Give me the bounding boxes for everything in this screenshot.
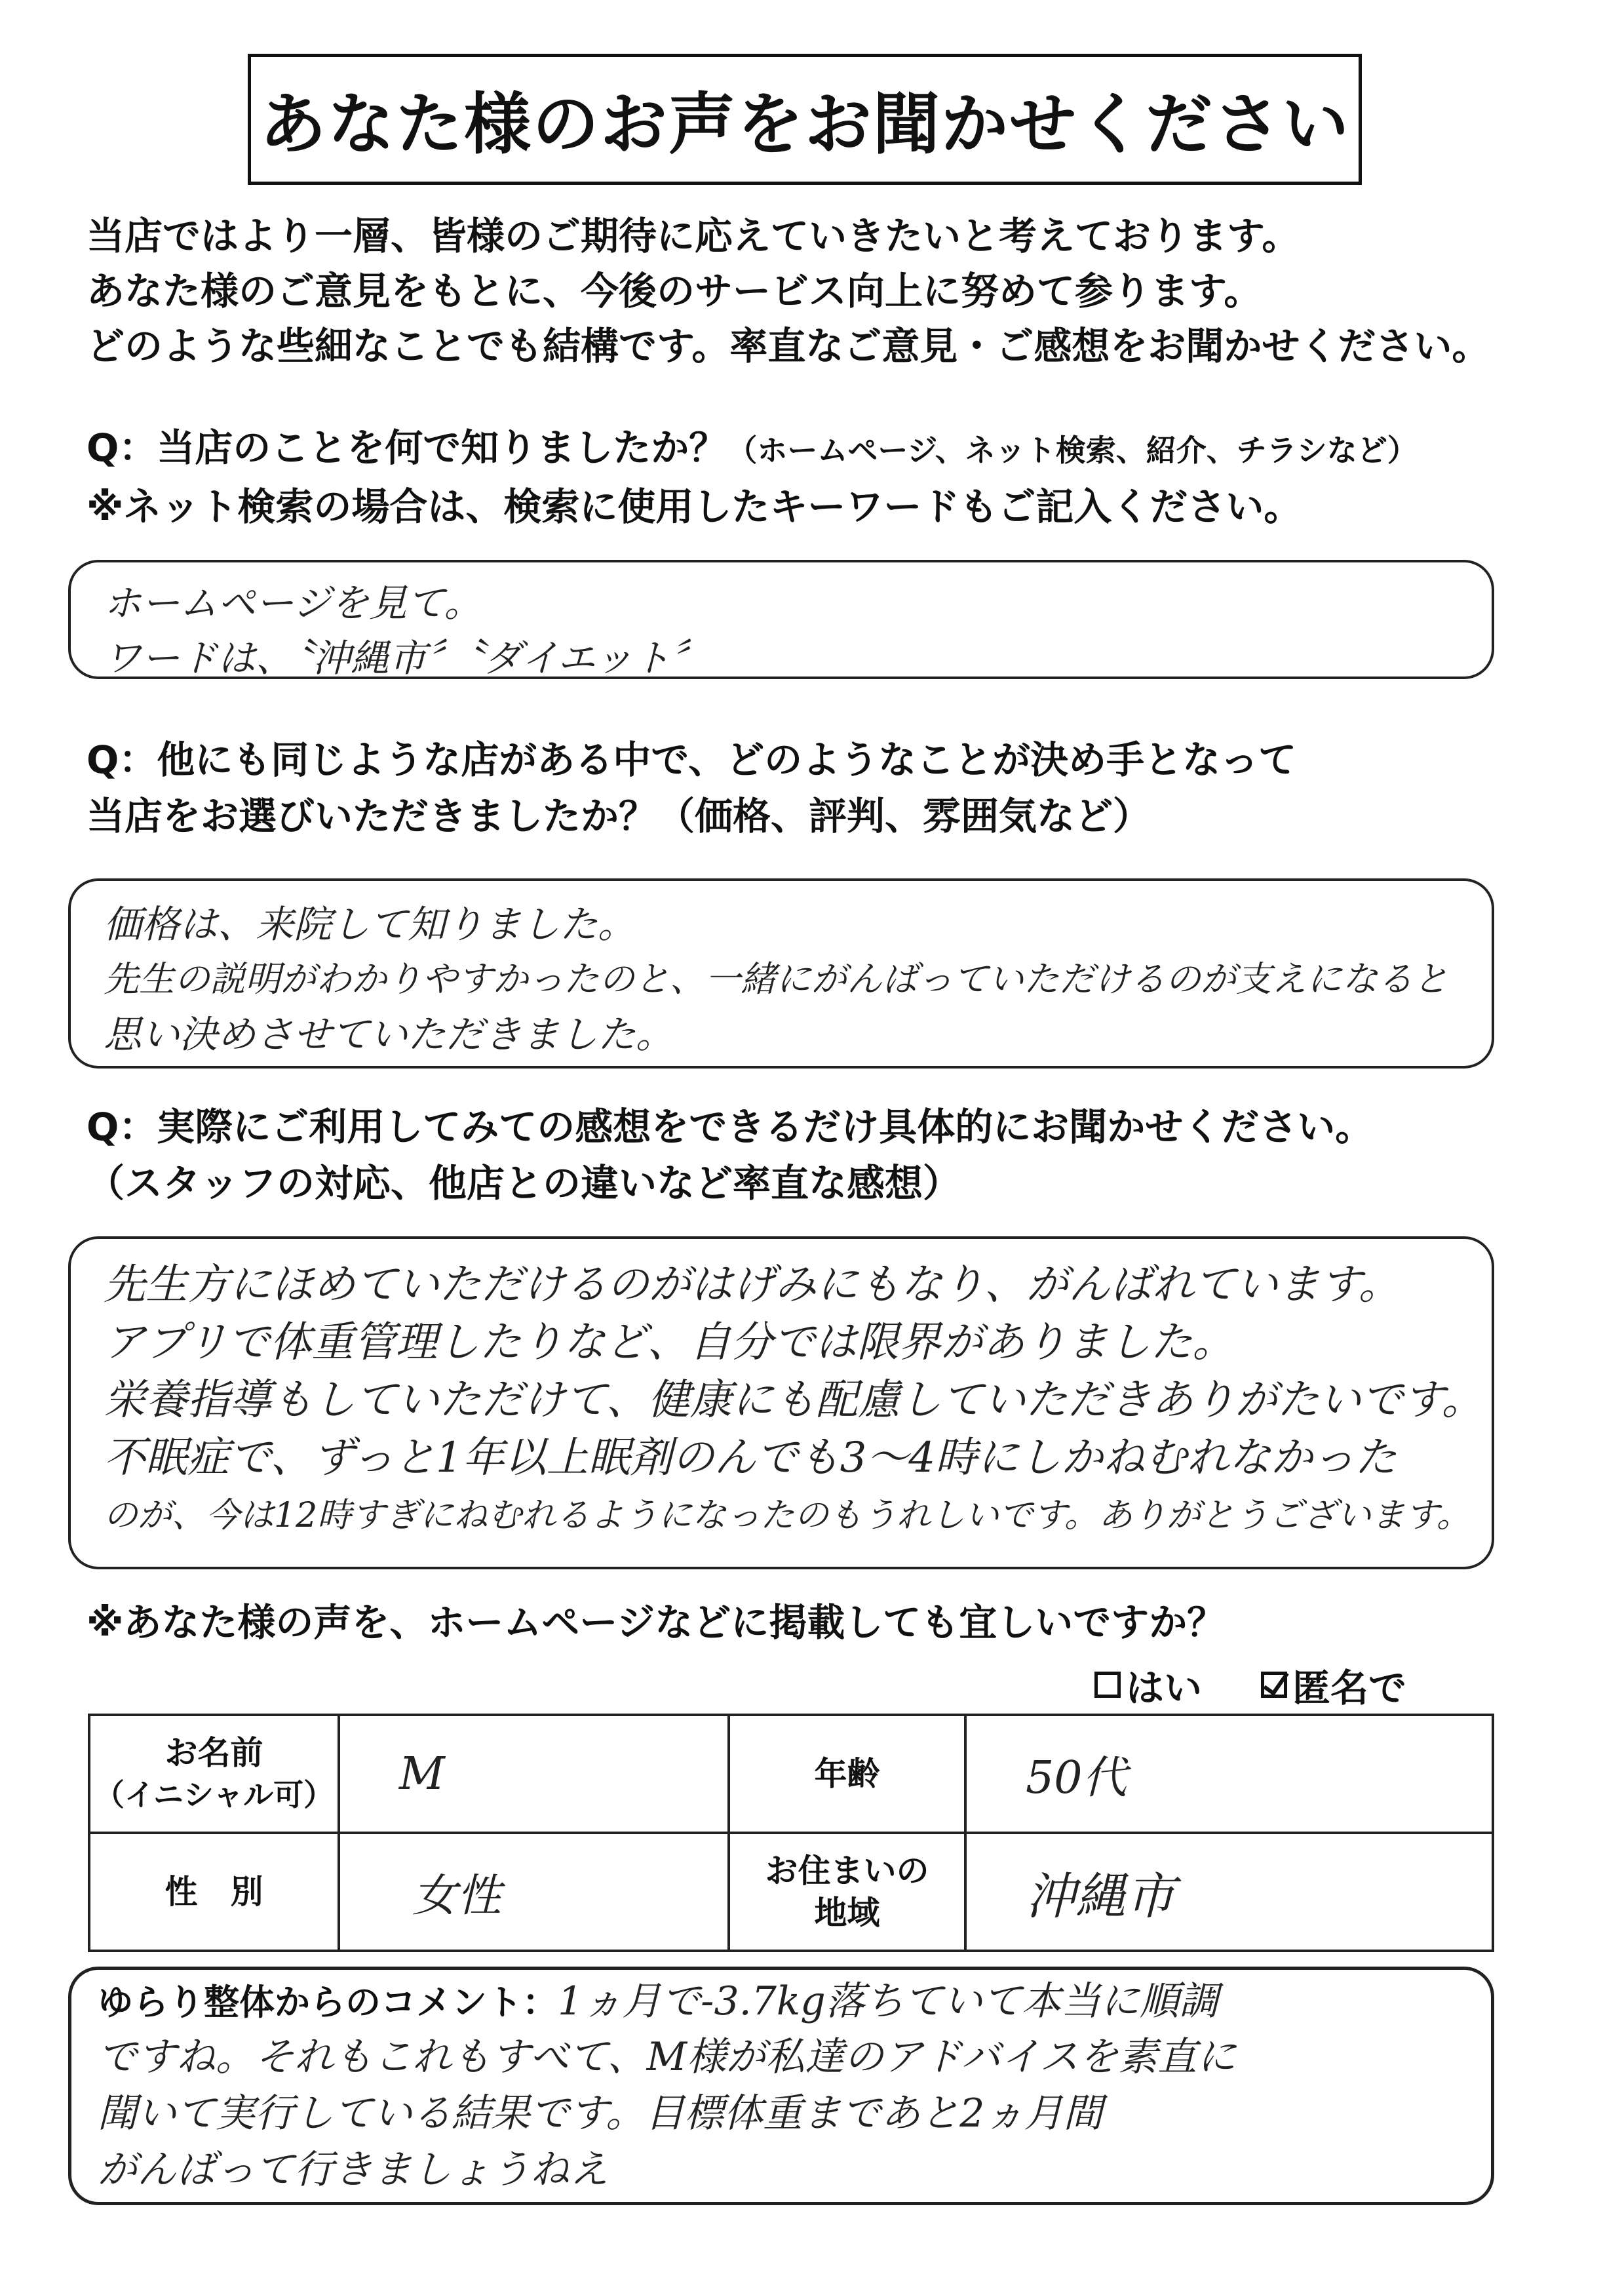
option-yes[interactable] — [1094, 1657, 1202, 1712]
customer-info-table — [88, 1714, 1494, 1952]
consent-options — [1094, 1657, 1406, 1712]
answer-3-line: 栄養指導もしていただけて、健康にも配慮していただきありがたいです。 — [104, 1376, 1484, 1424]
intro-line: どのような些細なことでも結構です。率直なご意見・ご感想をお聞かせください。 — [87, 324, 1490, 368]
name-value: M — [339, 1715, 729, 1833]
question-2-line1: Q：他にも同じような店がある中で、どのようなことが決め手となって — [87, 737, 1297, 782]
staff-comment-box — [68, 1967, 1494, 2205]
intro-line: あなた様のご意見をもとに、今後のサービス向上に努めて参ります。 — [87, 269, 1262, 313]
question-3 — [87, 1099, 1561, 1211]
option-anonymous-label: 匿名で — [1292, 1666, 1407, 1710]
question-2 — [87, 732, 1561, 844]
comment-line: ですね。それもこれもすべて、M様が私達のアドバイスを素直に — [98, 2034, 1237, 2080]
table-row — [89, 1833, 1493, 1951]
comment-line: 聞いて実行している結果です。目標体重まであと2ヵ月間 — [98, 2090, 1103, 2136]
answer-2-line: 思い決めさせていただきました。 — [104, 1012, 674, 1057]
answer-3-line: のが、今は12時すぎにねむれるようになったのもうれしいです。ありがとうございます。 — [104, 1496, 1471, 1535]
name-label-cell — [89, 1715, 339, 1833]
answer-2-box — [68, 878, 1494, 1069]
area-label-sub: 地域 — [814, 1894, 880, 1932]
option-yes-label: はい — [1126, 1666, 1203, 1710]
answer-2-line: 先生の説明がわかりやすかったのと、一緒にがんばっていただけるのが支えになると — [104, 958, 1448, 1000]
question-1-line2: ※ネット検索の場合は、検索に使用したキーワードもご記入ください。 — [87, 484, 1302, 529]
form-title-box — [248, 54, 1362, 185]
option-anonymous[interactable] — [1261, 1657, 1406, 1712]
checkbox-anonymous[interactable] — [1261, 1672, 1287, 1698]
question-3-line1: Q：実際にご利用してみての感想をできるだけ具体的にお聞かせください。 — [87, 1105, 1374, 1149]
answer-3-box — [68, 1236, 1494, 1569]
consent-question-text: ※あなた様の声を、ホームページなどに掲載しても宜しいですか？ — [87, 1600, 1226, 1645]
area-value: 沖縄市 — [965, 1833, 1493, 1951]
gender-value: 女性 — [339, 1833, 729, 1951]
intro-text — [87, 208, 1548, 374]
question-3-line2: （スタッフの対応、他店との違いなど率直な感想） — [87, 1161, 961, 1206]
answer-1-line: ワードは、〝沖縄市〞〝ダイエット〞 — [104, 636, 709, 680]
question-2-line2: 当店をお選びいただきましたか？（価格、評判、雰囲気など） — [87, 794, 1151, 838]
comment-line: 1ヵ月で-3.7kg落ちていて本当に順調 — [558, 1978, 1219, 2024]
name-label-note: （イニシャル可） — [94, 1777, 334, 1813]
answer-1-box — [68, 560, 1494, 679]
question-1 — [87, 420, 1561, 535]
checkbox-yes[interactable] — [1094, 1672, 1121, 1698]
comment-label: ゆらり整体からのコメント： — [98, 1982, 558, 2023]
answer-3-line: 先生方にほめていただけるのがはげみにもなり、がんばれています。 — [104, 1261, 1401, 1309]
consent-question — [87, 1592, 1225, 1647]
question-1-line1: Q：当店のことを何で知りましたか？ — [87, 425, 727, 470]
answer-1-line: ホームページを見て。 — [104, 581, 482, 625]
question-1-note: （ホームページ、ネット検索、紹介、チラシなど） — [727, 433, 1418, 468]
answer-2-line: 価格は、来院して知りました。 — [104, 902, 636, 947]
area-label-cell — [729, 1833, 965, 1951]
age-label: 年齢 — [729, 1715, 965, 1833]
comment-line: がんばって行きましょうねえ — [98, 2147, 609, 2193]
age-value: 50代 — [965, 1715, 1493, 1833]
table-row — [89, 1715, 1493, 1833]
gender-label: 性 別 — [89, 1833, 339, 1951]
answer-3-line: アプリで体重管理したりなど、自分では限界がありました。 — [104, 1318, 1235, 1367]
name-label: お名前 — [164, 1734, 263, 1772]
intro-line: 当店ではより一層、皆様のご期待に応えていきたいと考えております。 — [87, 214, 1300, 258]
form-title: あなた様のお声をお聞かせください — [260, 86, 1350, 164]
area-label: お住まいの — [765, 1852, 929, 1890]
answer-3-line: 不眠症で、ずっと1年以上眠剤のんでも3〜4時にしかねむれなかった — [104, 1434, 1397, 1482]
